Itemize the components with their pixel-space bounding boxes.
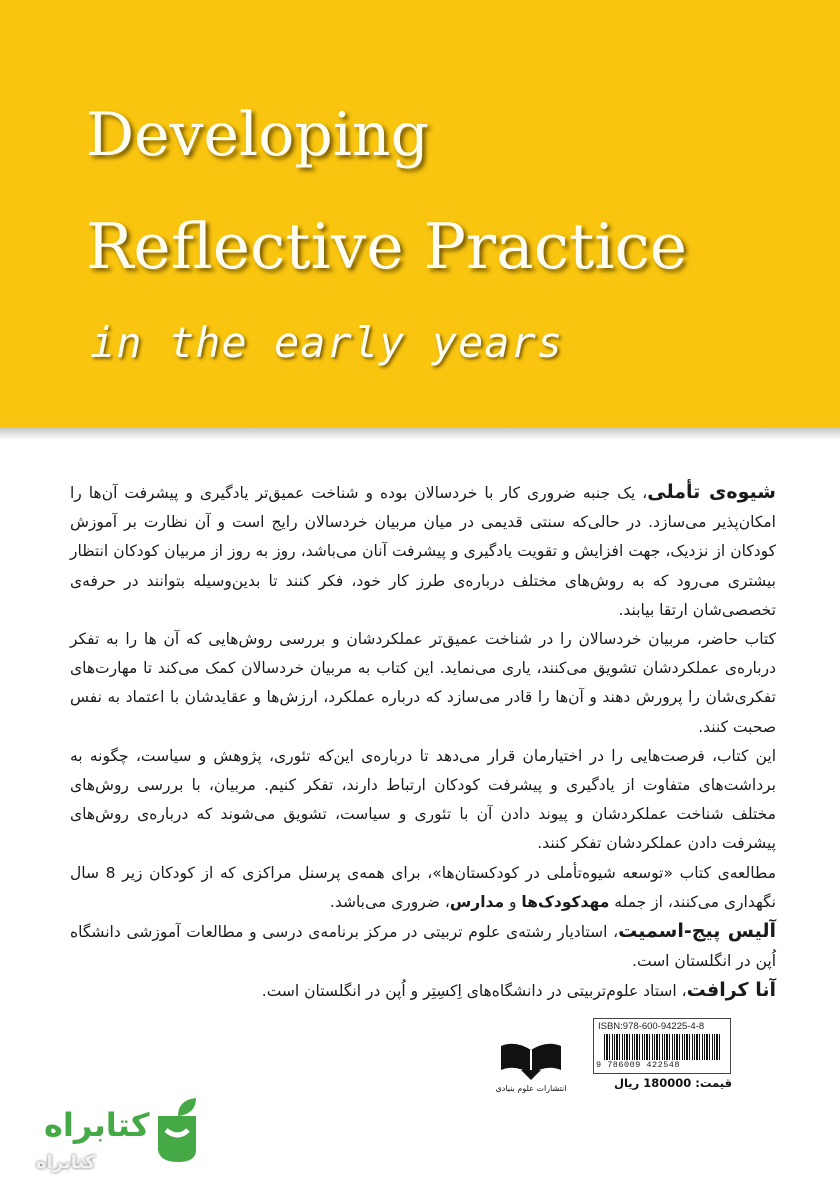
isbn-label: ISBN:978-600-94225-4-8: [598, 1021, 705, 1032]
publisher-mark: [476, 1040, 586, 1093]
blurb-paragraph-3: این کتاب، فرصت‌هایی را در اختیارمان قرار می‌دهد تا درباره‌ی این‌که تئوری، پژوهش و سیاست، چگونه به برداشت‌های متفاوت از یادگیری و پیشرفت کودکان ارتباط دارند، تفکر کنیم. مربیان، با بررسی روش‌های مختلف شناخت عملکردشان و پیوند دادن آن با تئوری و سیاست، تشویق می‌شوند که درباره‌ی روش‌های پیشرفت دادن عملکردشان تفکر کنند.: [70, 746, 776, 853]
author-1-bio: [70, 917, 776, 976]
blurb-paragraph-2: کتاب حاضر، مربیان خردسالان را در شناخت عمیق‌تر عملکردشان و بررسی روش‌هایی که آن ها را به تفکر درباره‌ی عملکردشان تشویق می‌کنند، یاری می‌نماید. این کتاب به مربیان خردسالان کمک می‌کند تا مهارت‌های تفکری‌شان را پرورش دهند و آن‌ها را قادر می‌سازد که درباره عملکرد، ارزش‌ها و عقایدشان با اعتماد به نفس صحبت کنند.: [70, 630, 776, 736]
cover-subtitle: in the early years: [90, 318, 564, 367]
watermark-text-small: کتابراه: [36, 1152, 96, 1173]
barcode-digits: 9 786009 422548: [596, 1060, 681, 1070]
cover-title-line-1: Developing: [86, 100, 429, 170]
blurb-text: ، ضروری می‌باشد.: [329, 892, 450, 911]
blurb-text: ، یک جنبه ضروری کار با خردسالان بوده و شناخت عمیق‌تر یادگیری و پیشرفت آن‌ها را امکان‌پذیر می‌سازد. در حالی‌که سنتی قدیمی در میان مربیان خردسالان رایج است و آن نظارت بر آموزش کودکان از نزدیک، جهت افزایش و تقویت یادگیری و پیشرفت آنان می‌باشد، روز به روز از مربیان کودکان انتظار بیشتری می‌رود که به روش‌های مختلف درباره‌ی طرز کار خود، فکر کنند تا بدین‌وسیله بتوانند در حرفه‌ی تخصصی‌شان ارتقا بیابند.: [70, 484, 776, 619]
barcode: [604, 1034, 722, 1060]
blurb-paragraph-1: [70, 478, 776, 625]
cover-title-band: [0, 0, 840, 428]
band-shadow: [0, 428, 840, 440]
isbn-barcode-box: [593, 1018, 731, 1074]
watermark-text: کتابراه: [44, 1106, 150, 1144]
blurb-term: مدارس: [449, 892, 505, 911]
blurb-lead-term: شیوه‌ی تأملی: [647, 481, 776, 503]
open-book-logo-icon: [497, 1040, 565, 1080]
author-2-name: آنا کرافت: [686, 979, 776, 1002]
author-1-text: ، استادیار رشته‌ی علوم تربیتی در مرکز برنامه‌ی درسی و مطالعات آموزشی دانشگاه اُپن در انگلستان است.: [70, 923, 776, 971]
ketabrah-logo-icon: [148, 1096, 206, 1166]
price-label: قیمت: 180000 ریال: [614, 1076, 732, 1090]
ketabrah-watermark: [26, 1092, 216, 1188]
publisher-name: انتشارات علوم بنیادی: [495, 1084, 567, 1093]
author-2-bio: [70, 976, 776, 1006]
blurb-text: مطالعه‌ی کتاب «توسعه شیوه‌تأملی در کودکستان‌ها»، برای همه‌ی پرسنل مراکزی که از کودکان زیر 8 سال نگهداری می‌کنند، از جمله: [70, 863, 776, 911]
author-2-text: ، استاد علوم‌تربیتی در دانشگاه‌های اِکسِتِر و اُپن در انگلستان است.: [261, 982, 687, 1001]
back-cover-blurb: [70, 478, 776, 1007]
author-1-name: آلیس پیج-اسمیت: [618, 920, 776, 943]
cover-title-line-2: Reflective Practice: [86, 210, 688, 283]
blurb-term: مهدکودک‌ها: [521, 892, 610, 911]
blurb-text: و: [504, 892, 522, 911]
blurb-paragraph-4: [70, 859, 776, 917]
